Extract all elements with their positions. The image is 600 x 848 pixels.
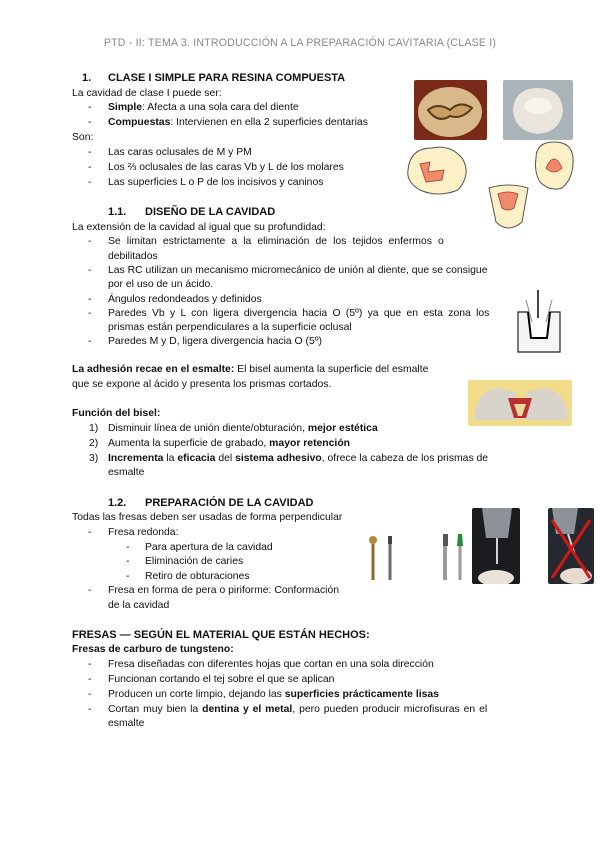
list-item-cont: por el uso de un ácido. [108, 279, 214, 290]
bullet-dash: - [88, 308, 92, 319]
sub-list-item: Eliminación de caries [145, 556, 244, 567]
section-title: DISEÑO DE LA CAVIDAD [145, 206, 276, 218]
paragraph: Todas las fresas deben ser usadas de forma perpendicular [72, 512, 343, 523]
paragraph: La cavidad de clase I puede ser: [72, 88, 222, 99]
bullet-dash: - [126, 542, 130, 553]
list-item: Fresa en forma de pera o piriforme: Conformación [108, 585, 340, 596]
sub-list-item: Para apertura de la cavidad [145, 542, 273, 553]
pear-bur-drawings [438, 532, 468, 582]
bullet-dash: - [126, 556, 130, 567]
premolar-drawing [400, 140, 475, 200]
list-item: Las superficies L o P de los incisivos y caninos [108, 177, 324, 188]
bullet-dash: - [88, 294, 92, 305]
paragraph: Son: [72, 132, 94, 143]
cavity-walls-drawing [516, 288, 562, 354]
bullet-dash: - [126, 571, 130, 582]
list-item: Incrementa la eficacia del sistema adhesivo, ofrece la cabeza de los prismas de [108, 453, 489, 464]
list-item: Ángulos redondeados y definidos [108, 294, 262, 305]
list-number: 3) [89, 453, 99, 464]
paragraph: La extensión de la cavidad al igual que su profundidad: [72, 222, 326, 233]
list-number: 1) [89, 423, 99, 434]
list-item: Paredes M y D, ligera divergencia hacia O (5º) [108, 336, 323, 347]
list-item-cont: de la cavidad [108, 600, 170, 611]
bullet-dash: - [88, 585, 92, 596]
bullet-dash: - [88, 117, 92, 128]
list-item-cont: esmalte [108, 467, 145, 478]
subsection-title: Fresas de carburo de tungsteno: [72, 644, 234, 655]
bullet-dash: - [88, 336, 92, 347]
adhesion-paragraph-cont: que se expone al ácido y presenta los prismas cortados. [72, 379, 332, 390]
list-item: Funcionan cortando el tej sobre el que se aplican [108, 674, 335, 685]
section-title: FRESAS — SEGÚN EL MATERIAL QUE ESTÁN HECHOS: [72, 629, 370, 641]
incisor-drawing [486, 182, 531, 234]
bullet-dash: - [88, 704, 92, 715]
section-number: 1.2. [108, 497, 127, 509]
list-item: Disminuir línea de unión diente/obturación, mejor estética [108, 423, 378, 434]
subsection-title: Función del bisel: [72, 408, 161, 419]
bullet-dash: - [88, 177, 92, 188]
bullet-dash: - [88, 674, 92, 685]
section-number: 1. [82, 72, 92, 84]
section-title: CLASE I SIMPLE PARA RESINA COMPUESTA [108, 72, 346, 84]
adhesion-paragraph: La adhesión recae en el esmalte: El bisel aumenta la superficie del esmalte [72, 364, 429, 375]
bullet-dash: - [88, 162, 92, 173]
page-header: PTD - II: TEMA 3. INTRODUCCIÓN A LA PREPARACIÓN CAVITARIA (CLASE I) [103, 37, 497, 49]
section-number: 1.1. [108, 206, 127, 218]
handpiece-photo [472, 508, 520, 584]
list-item: Se limitan estrictamente a la eliminación de los tejidos enfermos o [108, 236, 444, 247]
bullet-dash: - [88, 659, 92, 670]
list-item: Fresa diseñadas con diferentes hojas que cortan en una sola dirección [108, 659, 434, 670]
bullet-dash: - [88, 102, 92, 113]
occlusal-cavity-photo [414, 80, 487, 140]
list-item: Fresa redonda: [108, 527, 179, 538]
bevel-photo [468, 380, 572, 426]
incorrect-angle-photo [548, 508, 594, 584]
list-item: Las caras oclusales de M y PM [108, 147, 252, 158]
list-item-cont: debilitados [108, 251, 158, 262]
bullet-dash: - [88, 147, 92, 158]
list-item: Las RC utilizan un mecanismo micromecánico de unión al diente, que se consigue [108, 265, 488, 276]
bullet-dash: - [88, 527, 92, 538]
list-item-cont: esmalte [108, 718, 145, 729]
list-item: Aumenta la superficie de grabado, mayor retención [108, 438, 351, 449]
bullet-dash: - [88, 689, 92, 700]
bullet-dash: - [88, 265, 92, 276]
list-item: Producen un corte limpio, dejando las superficies prácticamente lisas [108, 689, 439, 700]
list-item: Cortan muy bien la dentina y el metal, pero pueden producir microfisuras en el [108, 704, 488, 715]
list-item: Simple: Afecta a una sola cara del diente [108, 102, 299, 113]
section-title: PREPARACIÓN DE LA CAVIDAD [145, 497, 314, 509]
sub-list-item: Retiro de obturaciones [145, 571, 250, 582]
list-item: Compuestas: Intervienen en ella 2 superficies dentarias [108, 117, 368, 128]
list-item: Paredes Vb y L con ligera divergencia hacia O (5º) ya que en esta zona los [108, 308, 490, 319]
molar-photo [503, 80, 573, 140]
molar-drawing [532, 138, 577, 193]
round-bur-drawings [364, 532, 396, 582]
bullet-dash: - [88, 236, 92, 247]
list-number: 2) [89, 438, 99, 449]
list-item: Los ⅔ oclusales de las caras Vb y L de los molares [108, 162, 344, 173]
list-item-cont: prismas están perpendiculares a la superficie oclusal [108, 322, 352, 333]
